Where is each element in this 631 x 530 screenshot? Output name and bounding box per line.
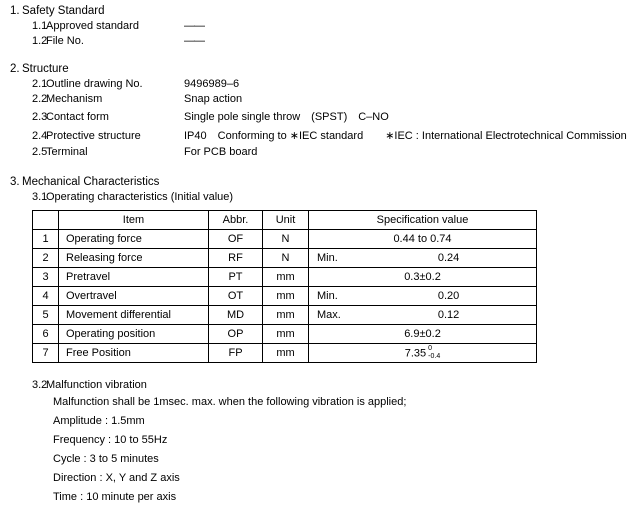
sub-label: Approved standard	[46, 20, 139, 32]
table-row	[33, 230, 537, 249]
malfunction-line: Frequency : 10 to 55Hz	[53, 434, 168, 446]
cell-value: 7.35	[404, 346, 427, 359]
sub-label: Outline drawing No.	[46, 78, 143, 90]
cell-item: Operating position	[59, 325, 209, 344]
column-header-abbr: Abbr.	[209, 211, 263, 230]
sub-number: 1.1	[32, 20, 48, 32]
table-row	[33, 249, 537, 268]
cell-value: 0.3±0.2	[309, 268, 537, 287]
subsection-heading	[0, 379, 631, 391]
sub-number: 2.2	[32, 93, 48, 105]
section-malfunction-vibration	[0, 379, 631, 503]
malfunction-line: Malfunction shall be 1msec. max. when the following vibration is applied;	[53, 396, 407, 408]
sub-label: File No.	[46, 35, 84, 47]
cell-unit: N	[263, 249, 309, 268]
malfunction-line: Cycle : 3 to 5 minutes	[53, 453, 159, 465]
column-header-unit: Unit	[263, 211, 309, 230]
sub-label: Terminal	[46, 146, 88, 158]
section-structure	[0, 63, 631, 158]
section-heading	[0, 5, 631, 17]
table-row	[33, 325, 537, 344]
spec-row	[0, 20, 631, 32]
cell-no: 2	[33, 249, 59, 268]
subsection-heading	[0, 191, 631, 203]
cell-no: 1	[33, 230, 59, 249]
tolerance-upper: 0	[428, 344, 433, 352]
column-header-spec: Specification value	[309, 211, 537, 230]
cell-unit: mm	[263, 344, 309, 363]
section-title: Structure	[22, 63, 69, 75]
sub-label: Protective structure	[46, 130, 141, 142]
cell-min: Min.	[309, 249, 362, 268]
cell-min: Max.	[309, 306, 362, 325]
sub-number: 3.2	[32, 379, 48, 391]
column-header-no	[33, 211, 59, 230]
cell-abbr: OP	[209, 325, 263, 344]
section-title: Safety Standard	[22, 5, 105, 17]
cell-value: 0.44 to 0.74	[309, 230, 537, 249]
specification-page	[0, 5, 631, 530]
cell-value: 6.9±0.2	[309, 325, 537, 344]
cell-no: 4	[33, 287, 59, 306]
sub-value: Snap action	[184, 93, 243, 105]
spec-row	[0, 108, 631, 124]
cell-value-tolerance	[309, 344, 537, 363]
operating-characteristics-table-wrap	[32, 210, 631, 363]
cell-item: Releasing force	[59, 249, 209, 268]
sub-title: Malfunction vibration	[46, 379, 147, 391]
cell-abbr: MD	[209, 306, 263, 325]
cell-value: 0.12	[361, 306, 536, 325]
sub-value: Single pole single throw (SPST) C–NO	[184, 111, 389, 123]
sub-number: 3.1	[32, 191, 48, 203]
sub-value: ——	[184, 35, 204, 47]
table-header-row	[33, 211, 537, 230]
sub-number: 2.3	[32, 111, 48, 123]
cell-unit: N	[263, 230, 309, 249]
malfunction-details	[53, 396, 631, 503]
cell-item: Overtravel	[59, 287, 209, 306]
tolerance	[428, 345, 440, 360]
sub-number: 1.2	[32, 35, 48, 47]
sub-value: 9496989–6	[184, 78, 240, 90]
sub-value: IP40 Conforming to ∗IEC standard ∗IEC : International Electrotechnical Commission	[184, 130, 627, 142]
cell-no: 5	[33, 306, 59, 325]
section-heading	[0, 63, 631, 75]
cell-no: 7	[33, 344, 59, 363]
table-row	[33, 287, 537, 306]
cell-min: Min.	[309, 287, 362, 306]
malfunction-line: Time : 10 minute per axis	[53, 491, 177, 503]
spec-row	[0, 146, 631, 158]
cell-item: Free Position	[59, 344, 209, 363]
section-title: Mechanical Characteristics	[22, 176, 160, 188]
cell-value: 0.24	[361, 249, 536, 268]
section-number: 1.	[10, 5, 20, 17]
sub-value: For PCB board	[184, 146, 258, 158]
cell-unit: mm	[263, 268, 309, 287]
cell-item: Movement differential	[59, 306, 209, 325]
table-row	[33, 344, 537, 363]
sub-title: Operating characteristics (Initial value)	[46, 191, 234, 203]
malfunction-line: Amplitude : 1.5mm	[53, 415, 145, 427]
section-number: 2.	[10, 63, 20, 75]
section-mechanical-characteristics	[0, 176, 631, 363]
section-heading	[0, 176, 631, 188]
cell-item: Operating force	[59, 230, 209, 249]
cell-abbr: PT	[209, 268, 263, 287]
spec-row	[0, 127, 631, 143]
tolerance-lower: -0.4	[428, 352, 441, 360]
table-row	[33, 306, 537, 325]
section-safety-standard	[0, 5, 631, 47]
cell-unit: mm	[263, 306, 309, 325]
operating-characteristics-table	[32, 210, 537, 363]
cell-no: 6	[33, 325, 59, 344]
cell-unit: mm	[263, 287, 309, 306]
cell-no: 3	[33, 268, 59, 287]
sub-label: Mechanism	[46, 93, 103, 105]
sub-value: ——	[184, 20, 204, 32]
sub-number: 2.5	[32, 146, 48, 158]
section-number: 3.	[10, 176, 20, 188]
table-row	[33, 268, 537, 287]
cell-abbr: RF	[209, 249, 263, 268]
sub-label: Contact form	[46, 111, 109, 123]
column-header-item: Item	[59, 211, 209, 230]
sub-number: 2.1	[32, 78, 48, 90]
spec-row	[0, 93, 631, 105]
cell-value: 0.20	[361, 287, 536, 306]
malfunction-line: Direction : X, Y and Z axis	[53, 472, 180, 484]
cell-unit: mm	[263, 325, 309, 344]
spec-row	[0, 35, 631, 47]
cell-abbr: FP	[209, 344, 263, 363]
spec-row	[0, 78, 631, 90]
cell-abbr: OF	[209, 230, 263, 249]
sub-number: 2.4	[32, 130, 48, 142]
cell-item: Pretravel	[59, 268, 209, 287]
cell-abbr: OT	[209, 287, 263, 306]
